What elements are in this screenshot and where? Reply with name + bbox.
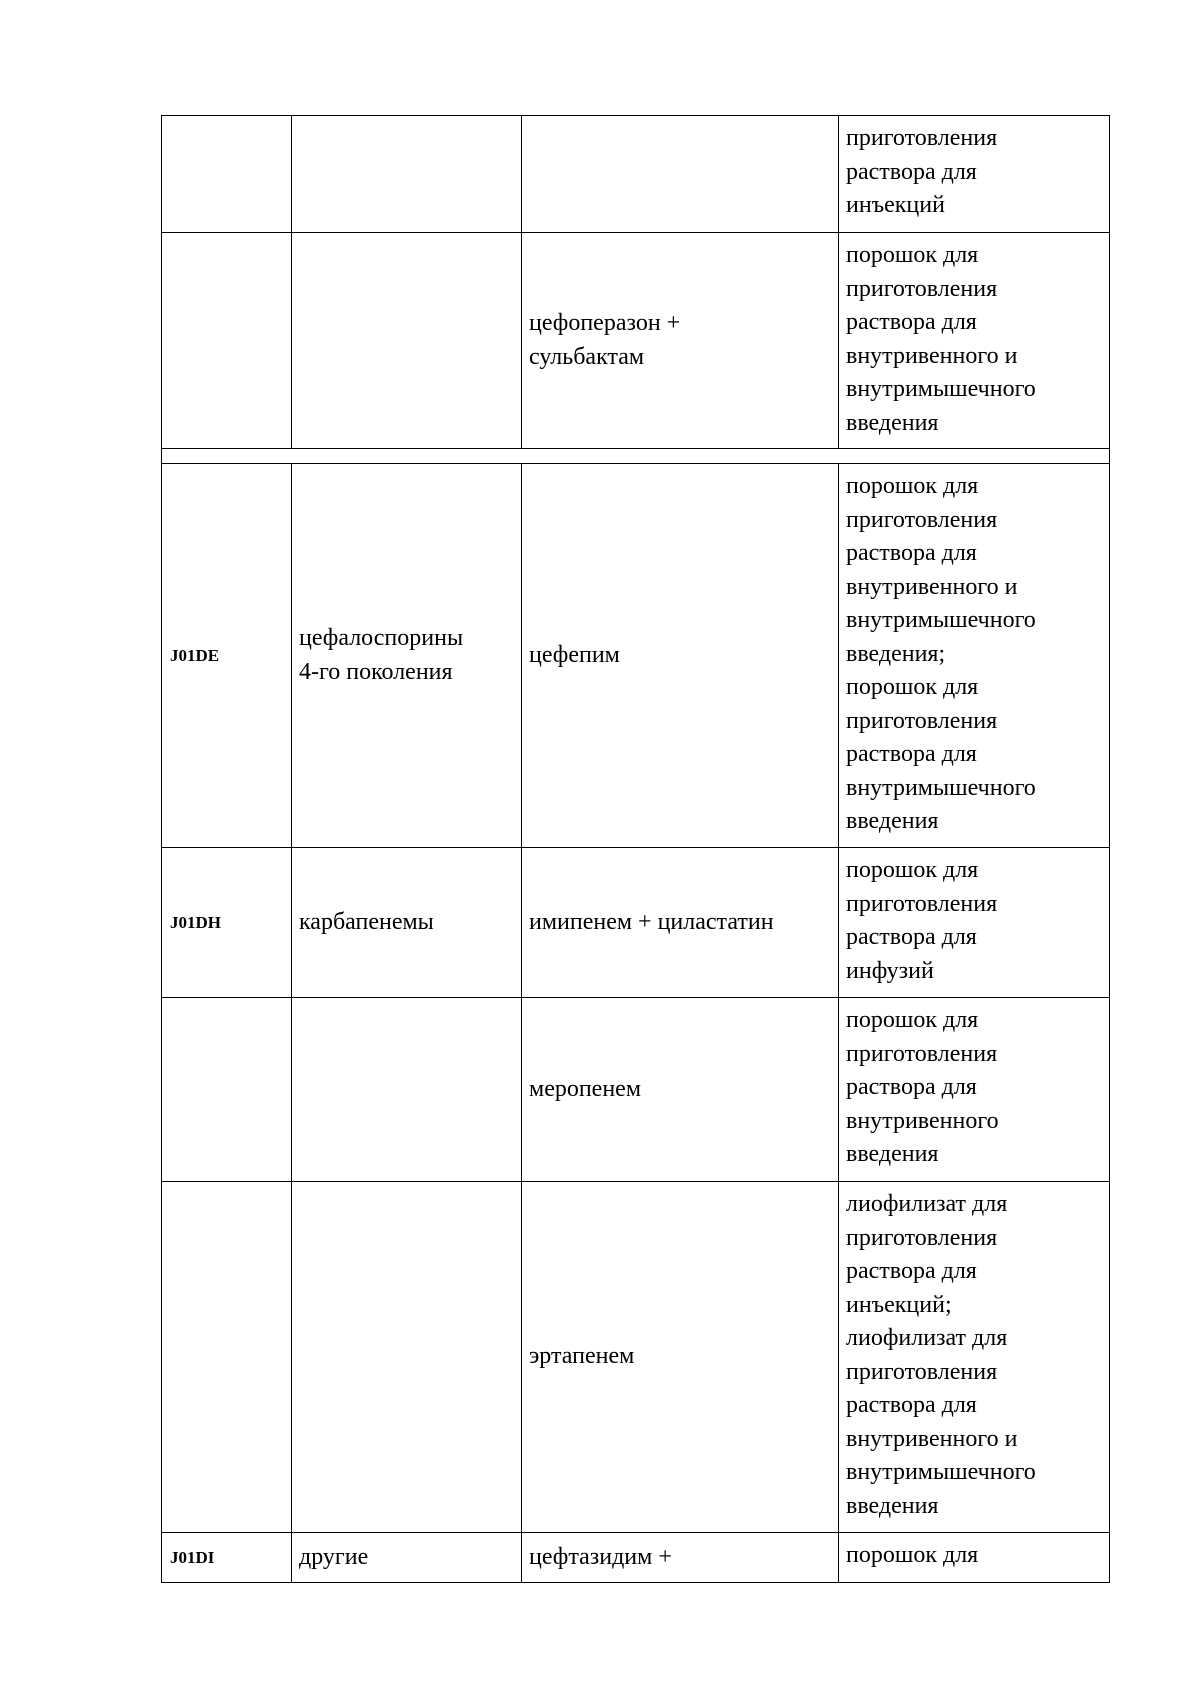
form-line: инъекций; bbox=[846, 1291, 952, 1318]
form-line: порошок для bbox=[846, 1007, 979, 1033]
form-line: приготовления bbox=[846, 890, 998, 917]
form-line: внутримышечного bbox=[846, 774, 1036, 801]
group-cell bbox=[292, 464, 522, 848]
form-line: приготовления bbox=[846, 506, 998, 533]
form-line: приготовления bbox=[846, 1224, 998, 1251]
table-row bbox=[162, 1533, 1110, 1583]
form-line: приготовления bbox=[846, 1358, 998, 1385]
spacer-cell bbox=[162, 449, 1110, 464]
drug-line: цефтазидим + bbox=[529, 1543, 672, 1570]
table-row bbox=[162, 233, 1110, 449]
form-line: раствора для bbox=[846, 741, 977, 767]
form-line: порошок для bbox=[846, 857, 979, 883]
form-cell bbox=[839, 1533, 1110, 1583]
form-line: раствора для bbox=[846, 1392, 977, 1418]
table-row bbox=[162, 998, 1110, 1182]
form-cell bbox=[839, 1182, 1110, 1533]
form-line: внутривенного и bbox=[846, 342, 1018, 369]
form-line: лиофилизат для bbox=[846, 1325, 1008, 1351]
drug-line: имипенем + циластатин bbox=[529, 908, 774, 935]
form-line: внутримышечного bbox=[846, 376, 1036, 402]
form-line: введения bbox=[846, 1492, 939, 1519]
form-line: введения bbox=[846, 808, 939, 834]
atc-code-cell bbox=[162, 116, 292, 233]
group-cell bbox=[292, 998, 522, 1182]
form-line: раствора для bbox=[846, 1258, 977, 1284]
form-line: лиофилизат для bbox=[846, 1191, 1008, 1217]
drug-cell bbox=[522, 233, 839, 449]
atc-code-cell: J01DI bbox=[162, 1533, 292, 1583]
form-line: инфузий bbox=[846, 957, 934, 984]
form-cell bbox=[839, 998, 1110, 1182]
drug-line: сульбактам bbox=[529, 343, 645, 370]
group-cell bbox=[292, 1182, 522, 1533]
drug-cell bbox=[522, 1182, 839, 1533]
atc-code-cell bbox=[162, 1182, 292, 1533]
drug-line: цефепим bbox=[529, 641, 620, 668]
atc-code-cell bbox=[162, 233, 292, 449]
drug-cell bbox=[522, 1533, 839, 1583]
form-cell bbox=[839, 116, 1110, 233]
table-row bbox=[162, 848, 1110, 998]
group-line: карбапенемы bbox=[299, 908, 434, 935]
group-cell bbox=[292, 848, 522, 998]
form-line: порошок для bbox=[846, 1542, 979, 1568]
group-cell bbox=[292, 233, 522, 449]
group-line: другие bbox=[299, 1543, 369, 1570]
form-line: раствора для bbox=[846, 158, 977, 185]
form-line: приготовления bbox=[846, 125, 998, 151]
table-row bbox=[162, 116, 1110, 233]
form-line: раствора для bbox=[846, 924, 977, 950]
drug-line: цефоперазон + bbox=[529, 310, 681, 336]
form-cell bbox=[839, 464, 1110, 848]
atc-code-cell bbox=[162, 998, 292, 1182]
form-line: внутривенного и bbox=[846, 1425, 1018, 1452]
form-line: порошок для bbox=[846, 674, 979, 700]
form-line: приготовления bbox=[846, 707, 998, 734]
form-line: раствора для bbox=[846, 540, 977, 566]
form-line: внутримышечного bbox=[846, 1459, 1036, 1485]
drug-line: меропенем bbox=[529, 1075, 642, 1102]
form-line: раствора для bbox=[846, 309, 977, 335]
form-line: внутримышечного bbox=[846, 607, 1036, 633]
form-line: инъекций bbox=[846, 192, 945, 218]
table-row bbox=[162, 464, 1110, 848]
drug-table bbox=[161, 115, 1110, 1583]
atc-code-cell: J01DH bbox=[162, 848, 292, 998]
form-line: приготовления bbox=[846, 1040, 998, 1067]
form-line: введения; bbox=[846, 640, 946, 667]
drug-cell bbox=[522, 116, 839, 233]
form-line: введения bbox=[846, 1141, 939, 1167]
group-cell bbox=[292, 116, 522, 233]
form-cell bbox=[839, 233, 1110, 449]
drug-cell bbox=[522, 848, 839, 998]
group-line: цефалоспорины bbox=[299, 625, 464, 651]
drug-cell bbox=[522, 998, 839, 1182]
form-line: приготовления bbox=[846, 275, 998, 302]
atc-code-cell: J01DE bbox=[162, 464, 292, 848]
form-line: введения bbox=[846, 409, 939, 436]
group-line: 4-го поколения bbox=[299, 658, 453, 685]
form-line: порошок для bbox=[846, 473, 979, 499]
drug-line: эртапенем bbox=[529, 1343, 635, 1370]
table-spacer-row bbox=[162, 449, 1110, 464]
form-line: внутривенного и bbox=[846, 573, 1018, 600]
table-row bbox=[162, 1182, 1110, 1533]
form-line: раствора для bbox=[846, 1074, 977, 1100]
form-line: порошок для bbox=[846, 242, 979, 268]
form-line: внутривенного bbox=[846, 1107, 999, 1134]
group-cell bbox=[292, 1533, 522, 1583]
drug-cell bbox=[522, 464, 839, 848]
form-cell bbox=[839, 848, 1110, 998]
